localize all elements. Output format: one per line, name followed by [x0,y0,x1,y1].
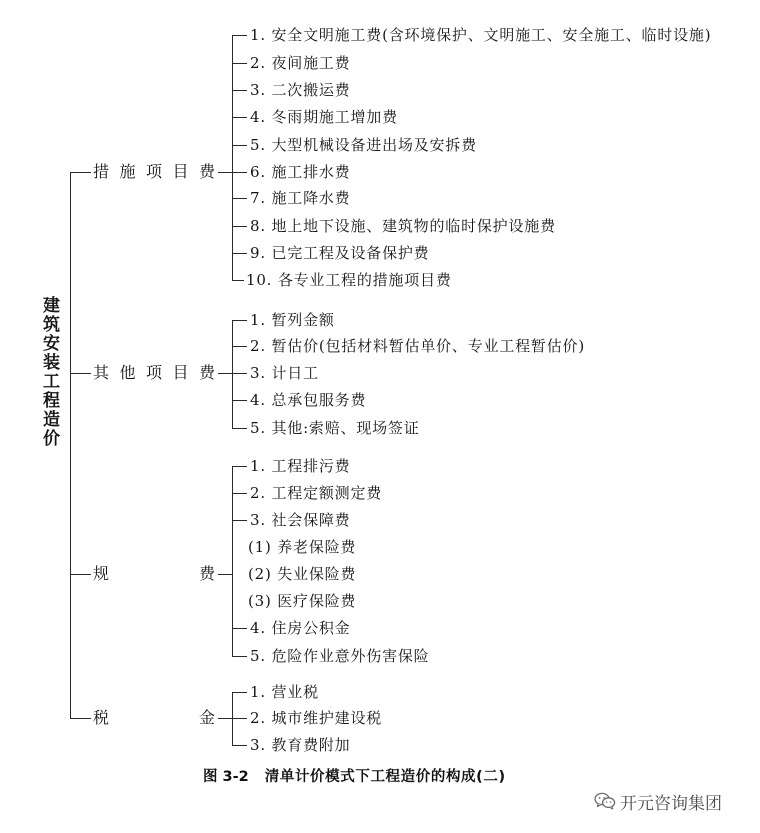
taxes-item: 3. 教育费附加 [250,736,351,754]
item-tick [232,145,247,146]
other-item: 1. 暂列金额 [250,311,335,329]
branch-measures-label: 措施项目费 [93,162,215,181]
item-tick [232,320,247,321]
branch-taxes-label: 税金 [93,708,215,727]
item-tick [232,117,247,118]
figure-number: 图 3-2 [203,769,249,785]
fees-item: 5. 危险作业意外伤害保险 [250,647,430,665]
item-tick [232,226,247,227]
taxes-item: 2. 城市维护建设税 [250,709,383,727]
item-tick [232,656,247,657]
measures-item: 8. 地上地下设施、建筑物的临时保护设施费 [250,217,556,235]
measures-item: 10. 各专业工程的措施项目费 [246,271,452,289]
fees-item: 3. 社会保障费 [250,511,351,529]
figure-title: 清单计价模式下工程造价的构成(二) [264,769,506,785]
other-item: 2. 暂估价(包括材料暂估单价、专业工程暂估价) [250,337,585,355]
branch-fees-label: 规费 [93,564,215,583]
branch-tick [70,574,91,575]
other-item: 5. 其他:索赔、现场签证 [250,419,420,437]
measures-item: 3. 二次搬运费 [250,81,351,99]
item-tick [232,280,244,281]
item-tick [232,466,247,467]
branch-tick [70,373,91,374]
watermark [594,789,722,813]
measures-bracket [232,35,233,280]
item-tick [232,628,247,629]
item-tick [232,428,247,429]
branch-connector [218,373,232,374]
item-tick [232,493,247,494]
other-item: 3. 计日工 [250,364,319,382]
figure-caption [203,767,506,787]
item-tick [232,198,247,199]
item-tick [232,745,247,746]
branch-other-label: 其他项目费 [93,363,215,382]
wechat-icon [594,792,616,810]
measures-item: 5. 大型机械设备进出场及安拆费 [250,136,477,154]
measures-item: 7. 施工降水费 [250,189,351,207]
fees-item: 2. 工程定额测定费 [250,484,383,502]
fees-subitem: (1) 养老保险费 [248,538,357,556]
measures-item: 4. 冬雨期施工增加费 [250,108,398,126]
fees-subitem: (3) 医疗保险费 [248,592,357,610]
branch-connector [218,718,232,719]
item-tick [232,520,247,521]
other-item: 4. 总承包服务费 [250,391,367,409]
watermark-text: 开元咨询集团 [620,793,722,814]
branch-tick [70,172,91,173]
fees-item: 4. 住房公积金 [250,619,351,637]
fees-subitem: (2) 失业保险费 [248,565,357,583]
fees-item: 1. 工程排污费 [250,457,351,475]
item-tick [232,90,247,91]
other-bracket [232,320,233,428]
item-tick [232,692,247,693]
item-tick [232,346,247,347]
branch-tick [70,718,91,719]
measures-item: 9. 已完工程及设备保护费 [250,244,430,262]
item-tick [232,63,247,64]
item-tick [232,253,247,254]
item-tick [232,718,247,719]
branch-connector [218,574,232,575]
trunk-line [70,172,71,718]
item-tick [232,400,247,401]
item-tick [232,373,247,374]
item-tick [232,172,247,173]
measures-item: 6. 施工排水费 [250,163,351,181]
taxes-item: 1. 营业税 [250,683,319,701]
root-label: 建筑安装工程造价 [39,296,59,448]
measures-item: 1. 安全文明施工费(含环境保护、文明施工、安全施工、临时设施) [250,26,712,44]
item-tick [232,35,247,36]
branch-connector [218,172,232,173]
measures-item: 2. 夜间施工费 [250,54,351,72]
